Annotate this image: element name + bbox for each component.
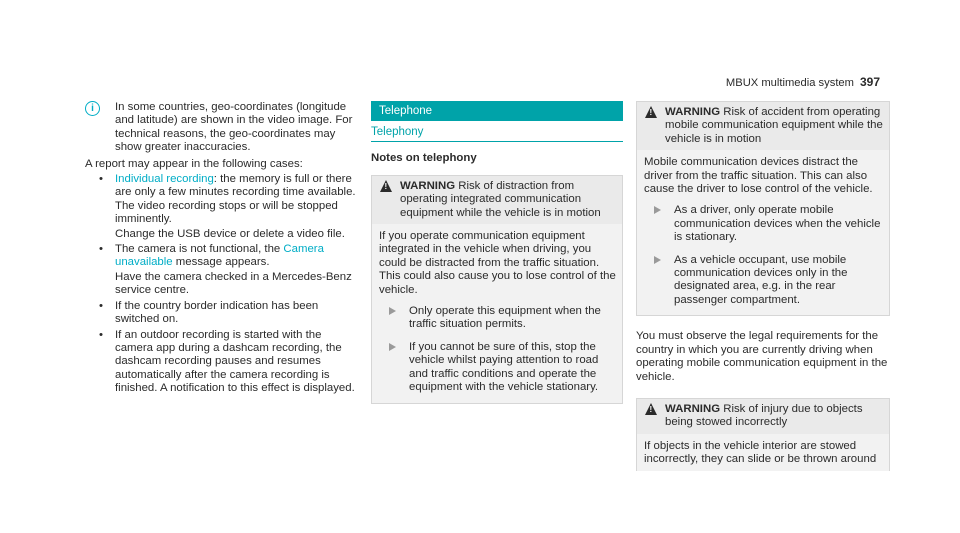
warning-header: ! WARNING Risk of distraction from operating integrated communication equipment while the vehicle is in motion <box>372 176 622 224</box>
action-item: As a vehicle occupant, use mobile communication devices only in the designated area, e.g. in the rear passenger compartment. <box>644 254 883 308</box>
list-item: • The camera is not functional, the Camera unavailable message appears. <box>99 243 324 269</box>
warning-header: ! WARNING Risk of accident from operating mobile communication equipment while the vehicle is in motion <box>637 102 889 150</box>
warning-body <box>372 224 622 402</box>
running-header <box>726 76 880 90</box>
info-note <box>85 101 357 155</box>
warning-box <box>636 101 890 316</box>
column-left <box>85 101 357 396</box>
arrow-right-icon <box>389 307 396 315</box>
header-title: MBUX multimedia system <box>725 77 854 89</box>
page-number: 397 <box>859 75 880 89</box>
action-item: If you cannot be sure of this, stop the vehicle whilst paying attention to road and traffic conditions and operate the equipment with the vehicle stationary. <box>379 341 616 395</box>
arrow-right-icon <box>654 206 661 214</box>
warning-triangle-icon: ! <box>645 106 657 118</box>
action-item: Only operate this equipment when the traffic situation permits. <box>379 305 616 332</box>
warning-text: Mobile communication devices distract the driver from the traffic situation. This can also cause the driver to lose control of the vehicle. <box>644 156 873 196</box>
warning-triangle-icon: ! <box>645 403 657 415</box>
section-subtitle: Telephony <box>371 121 623 142</box>
warning-body <box>637 434 889 471</box>
list-item-subtext: Change the USB device or delete a video file. <box>115 227 345 240</box>
warning-text: If objects in the vehicle interior are stowed incorrectly, they can slide or be thrown around <box>644 439 877 466</box>
link-individual-recording[interactable]: Individual recording <box>115 173 214 186</box>
list-item: • Individual recording: the memory is full or there are only a few minutes recording time available. The video recording stops or will be stopped imminently. <box>99 173 356 226</box>
column-middle <box>371 101 623 404</box>
list-item: • If an outdoor recording is started with the camera app during a dashcam recording, the dashcam recording pauses and resumes automatically after the camera recording is finished. A notification to this effect is displayed. <box>99 328 355 395</box>
info-icon: i <box>85 101 100 116</box>
list-item-subtext: Have the camera checked in a Mercedes-Benz service centre. <box>115 270 352 297</box>
action-item: As a driver, only operate mobile communication devices when the vehicle is stationary. <box>644 204 883 244</box>
section-heading: Notes on telephony <box>371 152 477 165</box>
warning-box <box>371 175 623 404</box>
intro-text: A report may appear in the following cases: <box>85 157 303 170</box>
arrow-right-icon <box>389 343 396 351</box>
warning-header: ! WARNING Risk of injury due to objects being stowed incorrectly <box>637 399 889 434</box>
warning-body <box>637 150 889 315</box>
column-right <box>636 101 890 471</box>
warning-text: If you operate communication equipment integrated in the vehicle when driving, you could be distracted from the traffic situation. This could also cause you to lose control of the vehicle. <box>379 230 616 296</box>
legal-requirements-text: You must observe the legal requirements for the country in which you are currently driving when operating mobile communication equipment in the vehicle. <box>636 330 888 383</box>
list-item: • If the country border indication has been switched on. <box>99 299 319 326</box>
warning-triangle-icon: ! <box>380 180 392 192</box>
arrow-right-icon <box>654 256 661 264</box>
warning-box <box>636 398 890 471</box>
link-camera-unavailable[interactable]: Camera unavailable <box>115 243 324 269</box>
info-note-text: In some countries, geo-coordinates (longitude and latitude) are shown in the video image. For technical reasons, the geo-coordinates may show greater inaccuracies. <box>115 101 353 154</box>
section-bar-title: Telephone <box>371 101 623 121</box>
